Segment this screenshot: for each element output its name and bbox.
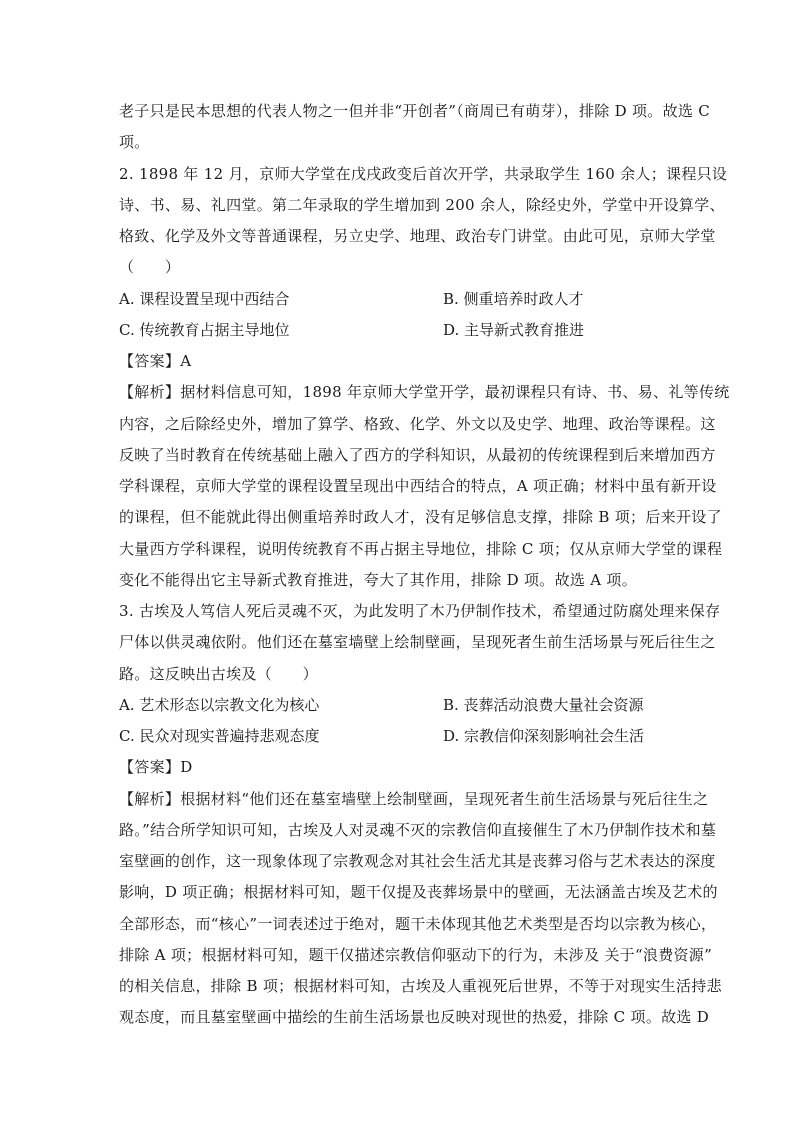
text-line: 内容，之后除经史外，增加了算学、格致、化学、外文以及史学、地理、政治等课程。这 bbox=[119, 415, 716, 433]
q3-answer: 【答案】D bbox=[119, 758, 193, 776]
text-line: 项。 bbox=[119, 133, 150, 151]
q2-option-d: D. 主导新式教育推进 bbox=[443, 321, 585, 339]
q3-option-a: A. 艺术形态以宗教文化为核心 bbox=[119, 696, 320, 714]
text-line: 学科课程，京师大学堂的课程设置呈现出中西结合的特点，A 项正确；材料中虽有新开设 bbox=[119, 477, 717, 495]
q2-option-b: B. 侧重培养时政人才 bbox=[443, 290, 584, 308]
text-line: 影响，D 项正确；根据材料可知，题干仅提及丧葬场景中的壁画，无法涵盖古埃及艺术的 bbox=[119, 883, 718, 901]
text-line: 诗、书、易、礼四堂。第二年录取的学生增加到 200 余人，除经史外，学堂中开设算学、 bbox=[119, 196, 725, 214]
q2-analysis: 【解析】据材料信息可知，1898 年京师大学堂开学，最初课程只有诗、书、易、礼等传统 bbox=[119, 383, 730, 401]
q3-analysis: 【解析】根据材料“他们还在墓室墙壁上绘制壁画，呈现死者生前生活场景与死后往生之 bbox=[119, 790, 709, 808]
text-line: 的课程，但不能就此得出侧重培养时政人才，没有足够信息支撑，排除 B 项；后来开设了 bbox=[119, 508, 722, 526]
q3-option-b: B. 丧葬活动浪费大量社会资源 bbox=[443, 696, 644, 714]
text-line: 尸体以供灵魂依附。他们还在墓室墙壁上绘制壁画，呈现死者生前生活场景与死后往生之 bbox=[119, 633, 716, 651]
text-line: 路。这反映出古埃及（ ） bbox=[119, 665, 318, 683]
text-line: 格致、化学及外文等普通课程，另立史学、地理、政治专门讲堂。由此可见，京师大学堂 bbox=[119, 227, 716, 245]
text-line: 反映了当时教育在传统基础上融入了西方的学科知识，从最初的传统课程到后来增加西方 bbox=[119, 446, 716, 464]
q2-option-a: A. 课程设置呈现中西结合 bbox=[119, 290, 290, 308]
text-line: 全部形态，而“核心”一词表述过于绝对，题干未体现其他艺术类型是否均以宗教为核心， bbox=[119, 915, 717, 933]
text-line: 观态度，而且墓室壁画中描绘的生前生活场景也反映对现世的热爱，排除 C 项。故选 D bbox=[119, 1008, 710, 1026]
text-line: 路。”结合所学知识可知，古埃及人对灵魂不灭的宗教信仰直接催生了木乃伊制作技术和墓 bbox=[119, 821, 717, 839]
q2-answer: 【答案】A bbox=[119, 352, 192, 370]
text-line: 大量西方学科课程，说明传统教育不再占据主导地位，排除 C 项；仅从京师大学堂的课程 bbox=[119, 540, 723, 558]
text-line: 的相关信息，排除 B 项；根据材料可知，古埃及人重视死后世界，不等于对现实生活持悲 bbox=[119, 977, 722, 995]
question-2-stem: 2. 1898 年 12 月，京师大学堂在戊戌政变后首次开学，共录取学生 160 余人；课程只设 bbox=[119, 165, 728, 183]
q2-option-c: C. 传统教育占据主导地位 bbox=[119, 321, 290, 339]
q3-option-d: D. 宗教信仰深刻影响社会生活 bbox=[443, 727, 645, 745]
text-line: 排除 A 项；根据材料可知，题干仅描述宗教信仰驱动下的行为，未涉及 关于“浪费资源” bbox=[119, 946, 713, 964]
text-line: 室壁画的创作，这一现象体现了宗教观念对其社会生活尤其是丧葬习俗与艺术表达的深度 bbox=[119, 852, 716, 870]
question-3-stem: 3. 古埃及人笃信人死后灵魂不灭，为此发明了木乃伊制作技术，希望通过防腐处理来保存 bbox=[119, 602, 721, 620]
text-line: 变化不能得出它主导新式教育推进，夸大了其作用，排除 D 项。故选 A 项。 bbox=[119, 571, 638, 589]
text-line: 老子只是民本思想的代表人物之一但并非“开创者”（商周已有萌芽），排除 D 项。故选 C bbox=[119, 102, 711, 120]
answer-blank: （ ） bbox=[119, 258, 181, 276]
q3-option-c: C. 民众对现实普遍持悲观态度 bbox=[119, 727, 320, 745]
